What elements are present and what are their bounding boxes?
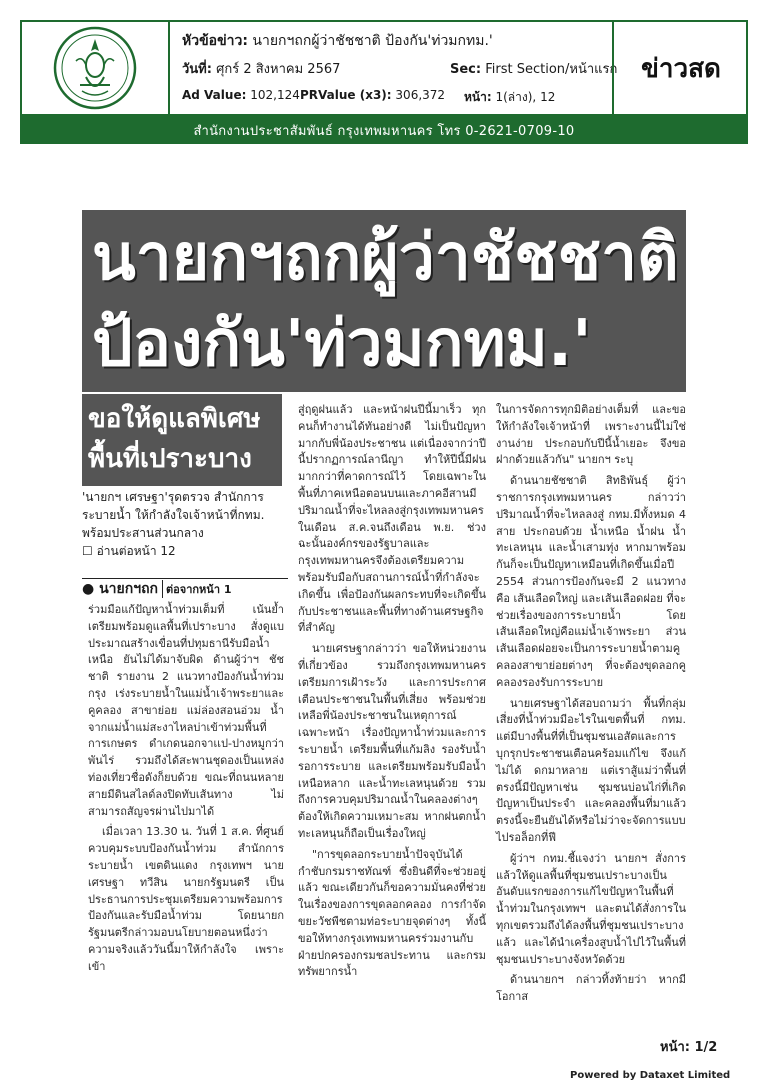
bma-seal-icon bbox=[52, 25, 138, 111]
pr-value-row bbox=[300, 88, 445, 102]
article-column-2 bbox=[298, 402, 486, 982]
page-row bbox=[464, 88, 555, 107]
section-row bbox=[450, 58, 617, 79]
pr-value-label: PRValue (x3): bbox=[300, 88, 392, 102]
article-column-1 bbox=[88, 602, 284, 982]
date-row bbox=[182, 58, 340, 79]
continued-heading bbox=[82, 578, 288, 599]
article-lead bbox=[82, 488, 288, 560]
ad-value: 102,124 bbox=[250, 88, 300, 102]
subhead-line-2: พื้นที่เปราะบาง bbox=[88, 444, 252, 474]
column-3-paragraph: นายเศรษฐาได้สอบถามว่า พื้นที่กลุ่มเสี่ยงที่น้ำท่วมมีอะไรในเขตพื้นที่ กทม. แต่มีบางพื้นที่ที่เป็นชุมชนเอสัตและการบุกรุกประชาชนเตือนคร้อมแก้ไข จึงแก้ไม่ได้ ดกมาหลาย แต่เราสู้แม่ว่าพื้นที่ตรงนี้มีปัญหาเช่น ชุมชนบ่อนไก่ที่เกิดปัญหาเป็นประจำ และคลองพื้นที่มาแล้ว ตรงนี้จะยืนยันได้หรือไม่ว่าจะจัดการแบบไปรอล็อกที่ฟี bbox=[496, 696, 686, 844]
page-label: หน้า: bbox=[464, 90, 492, 104]
article-headline bbox=[82, 210, 686, 392]
lead-text: 'นายกฯ เศรษฐา'รุดตรวจ สำนักการระบายน้ำ ให้กำลังใจเจ้าหน้าที่กทม. พร้อมประสานส่วนกลาง bbox=[82, 490, 265, 540]
date-label: วันที่: bbox=[182, 62, 212, 77]
column-3-paragraph: ในการจัดการทุกมิติอย่างเต็มที่ และขอให้กำลังใจเจ้าหน้าที่ เพราะงานนี้ไม่ใช่งานง่าย ประกอบกับปีนี้น้ำเยอะ จึงขอฝากด้วยแล้วกัน" นายกฯ ระบุ bbox=[496, 403, 686, 467]
continued-title: ● นายกฯถก bbox=[82, 581, 159, 597]
column-2-paragraph: "การขุดลอกระบายน้ำปัจจุบันได้กำชับกรมราชทัณฑ์ ซึ่งยินดีที่จะช่วยอยู่แล้ว ขณะเดียวกันก็ขอความมั่นคงที่ช่วยในเรื่องของการขุดลอกคลอง การกำจัดขยะวัชพืชตามท่อระบายจุดต่างๆ ทั้งนี้ ขอให้ทางกรุงเทพมหานครร่วมงานกับฝ่ายปกครองกรมชลประทาน และกรมทรัพยากรน้ำ bbox=[298, 847, 486, 979]
article-column-3 bbox=[496, 402, 686, 1004]
column-2-paragraph: นายเศรษฐากล่าวว่า ขอให้หน่วยงานที่เกี่ยวข้อง รวมถึงกรุงเทพมหานครเตรียมการเฝ้าระวัง และการประกาศเตือนประชาชนในพื้นที่เสี่ยง พร้อมช่วยเหลือพี่น้องประชาชนในเหตุการณ์เฉพาะหน้า เรื่องปัญหาน้ำท่วมและการระบายน้ำ เตรียมพื้นที่แก้มลิง รองรับน้ำรอการระบาย และเตรียมพร้อมรับมือน้ำเหนือหลาก และน้ำทะเลหนุนด้วย รวมถึงการควบคุมปริมาณน้ำในคลองต่างๆ ต้องให้เกิดความเหมาะสม หากฝนตกน้ำทะเลหนุนก็ถือเป็นเรื่องใหญ่ bbox=[298, 642, 486, 840]
page-indicator: หน้า: 1/2 bbox=[660, 1040, 718, 1055]
column-3-paragraph: ผู้ว่าฯ กทม.ชี้แจงว่า นายกฯ สั่งการแล้วให้ดูแลพื้นที่ชุมชนเปราะบางเป็นอันดับแรกของการแก้ไขปัญหาในพื้นที่น้ำท่วมในกรุงเทพฯ และตนได้สั่งการในทุกเขตรวมถึงได้ลงพื้นที่ชุมชนเปราะบางแล้ว และได้นำเครื่องสูบน้ำไปไว้ในพื้นที่ชุมชนเปราะบางจังหวัดด้วย bbox=[496, 851, 686, 966]
column-3-paragraph: ด้านนายกฯ กล่าวทิ้งท้ายว่า หากมีโอกาส bbox=[496, 973, 686, 1004]
column-3-paragraph: ด้านนายชัชชาติ สิทธิพันธุ์ ผู้ว่าราชการกรุงเทพมหานคร กล่าวว่า ปริมาณน้ำที่จะไหลลงสู่ กทม.มีทั้งหมด 4 สาย ประกอบด้วย น้ำเหนือ น้ำฝน น้ำทะเลหนุน และน้ำเสามทุ่ง หากมาพร้อมกันก็จะเป็นปัญหาเหมือนที่เกิดขึ้นเมื่อปี 2554 ส่วนการป้องกันจะมี 2 แนวทางคือ เส้นเลือดใหญ่ และเส้นเลือดฝอย ที่จะช่วยเรื่องของการระบายน้ำ โดยเส้นเลือดใหญ่คือแม่น้ำเจ้าพระยา ส่วนเส้นเลือดฝอยจะเป็นการระบายน้ำตามคูคลองสาขาย่อยต่างๆ ที่จะต้องขุดลอกคูคลองรองรับการระบาย bbox=[496, 474, 686, 689]
ad-value-label: Ad Value: bbox=[182, 88, 247, 102]
subhead-line-1: ขอให้ดูแลพิเศษ bbox=[88, 404, 261, 434]
continued-from-label: ต่อจากหน้า 1 bbox=[162, 580, 231, 598]
clipping-header bbox=[20, 20, 748, 116]
date-value: ศุกร์ 2 สิงหาคม 2567 bbox=[216, 62, 341, 77]
powered-by-credit: Powered by Dataxet Limited bbox=[570, 1070, 731, 1081]
article-subheadline bbox=[82, 394, 282, 486]
read-more-note: ☐ อ่านต่อหน้า 12 bbox=[82, 544, 176, 558]
source-publication: ข่าวสด bbox=[612, 22, 748, 114]
column-1-paragraph: ร่วมมือแก้ปัญหาน้ำท่วมเต็มที่ เน้นย้ำเตรียมพร้อมดูแลพื้นที่เปราะบาง สั่งดูแบประมาณสร้างเขื่อนที่ปทุมธานีรับมือน้ำเหนือ ยันไม่ได้มาจับผิด ด้านผู้ว่าฯ ชัชชาติ รายงาน 2 แนวทางป้องกันน้ำท่วมกรุง เร่งระบายน้ำในแม่น้ำเจ้าพระยาและคูคลอง สาขาย่อย แม่ล่องสอนอ่วม น้ำจากแม่น้ำแม่สะงาไหลบ่าเข้าท่วมพื้นที่การเกษตร ดำเกดนอกจาเเป-ปางหมูกว่าพันไร่ รวมถึงได้สะพานชุดองเป็นแหล่งท่องเที่ยวชื่อดังก็ยบด้วย ขณะที่ถนนหลายสายมีดินสไลด์ลงปิดทับเส้นทาง ไม่สามารถสัญจรผ่านไปมาได้ bbox=[88, 603, 284, 818]
bma-logo bbox=[22, 22, 170, 114]
ad-value-row bbox=[182, 88, 300, 102]
headline-label: หัวข้อข่าว: bbox=[182, 33, 248, 49]
section-value: First Section/หน้าแรก bbox=[485, 62, 618, 77]
headline-line-2: ป้องกัน'ท่วมกทม.' bbox=[92, 307, 592, 381]
column-2-paragraph: สู่ฤดูฝนแล้ว และหน้าฝนปีนี้มาเร็ว ทุกคนก็ทำงานได้ทันอย่างดี ไม่เป็นปัญหามากกับพี่น้องประชาชน แต่เนื่องจากว่าปีนี้ปรากฏการณ์ลานีญา ทำให้ปีนี้มีฝนมากกว่าที่คาดการณ์ไว้ โดยเฉพาะในพื้นที่ภาคเหนือตอนบนและภาคอีสานมีปริมาณน้ำที่จะไหลลงสู่กรุงเทพมหานครในเดือน ส.ค.จนถึงเดือน พ.ย. ช่วงฉะนั้นองค์กรของรัฐบาลและกรุงเทพมหานครจึงต้องเตรียมความพร้อมรับมือกับสถานการณ์น้ำที่กำลังจะเกิดขึ้น เพื่อป้องกันผลกระทบที่จะเกิดขึ้นกับประชาชนและพื้นที่ทางด้านเศรษฐกิจที่สำคัญ bbox=[298, 403, 486, 635]
clipping-info bbox=[182, 28, 618, 114]
section-label: Sec: bbox=[450, 62, 482, 77]
column-1-paragraph: เมื่อเวลา 13.30 น. วันที่ 1 ส.ค. ที่ศูนย์ควบคุมระบบป้องกันน้ำท่วม สำนักการระบายน้ำ เขตดินแดง กรุงเทพฯ นายเศรษฐา ทวีสิน นายกรัฐมนตรี เป็นประธานการประชุมเตรียมความพร้อมการป้องกันและรับมือน้ำท่วม โดยนายกรัฐมนตรีกล่าวมอบนโยบายตอนหนึ่งว่า ความจริงแล้ววันนี้มาให้กำลังใจ เพราะเข้า bbox=[88, 825, 284, 973]
agency-banner: สำนักงานประชาสัมพันธ์ กรุงเทพมหานคร โทร 0-2621-0709-10 bbox=[20, 116, 748, 144]
headline-value: นายกฯถกผู้ว่าชัชชาติ ป้องกัน'ท่วมกทม.' bbox=[252, 33, 493, 49]
headline-row bbox=[182, 30, 493, 52]
headline-line-1: นายกฯถกผู้ว่าชัชชาติ bbox=[92, 221, 679, 295]
pr-value: 306,372 bbox=[395, 88, 446, 102]
page-value: 1(ล่าง), 12 bbox=[495, 90, 556, 104]
